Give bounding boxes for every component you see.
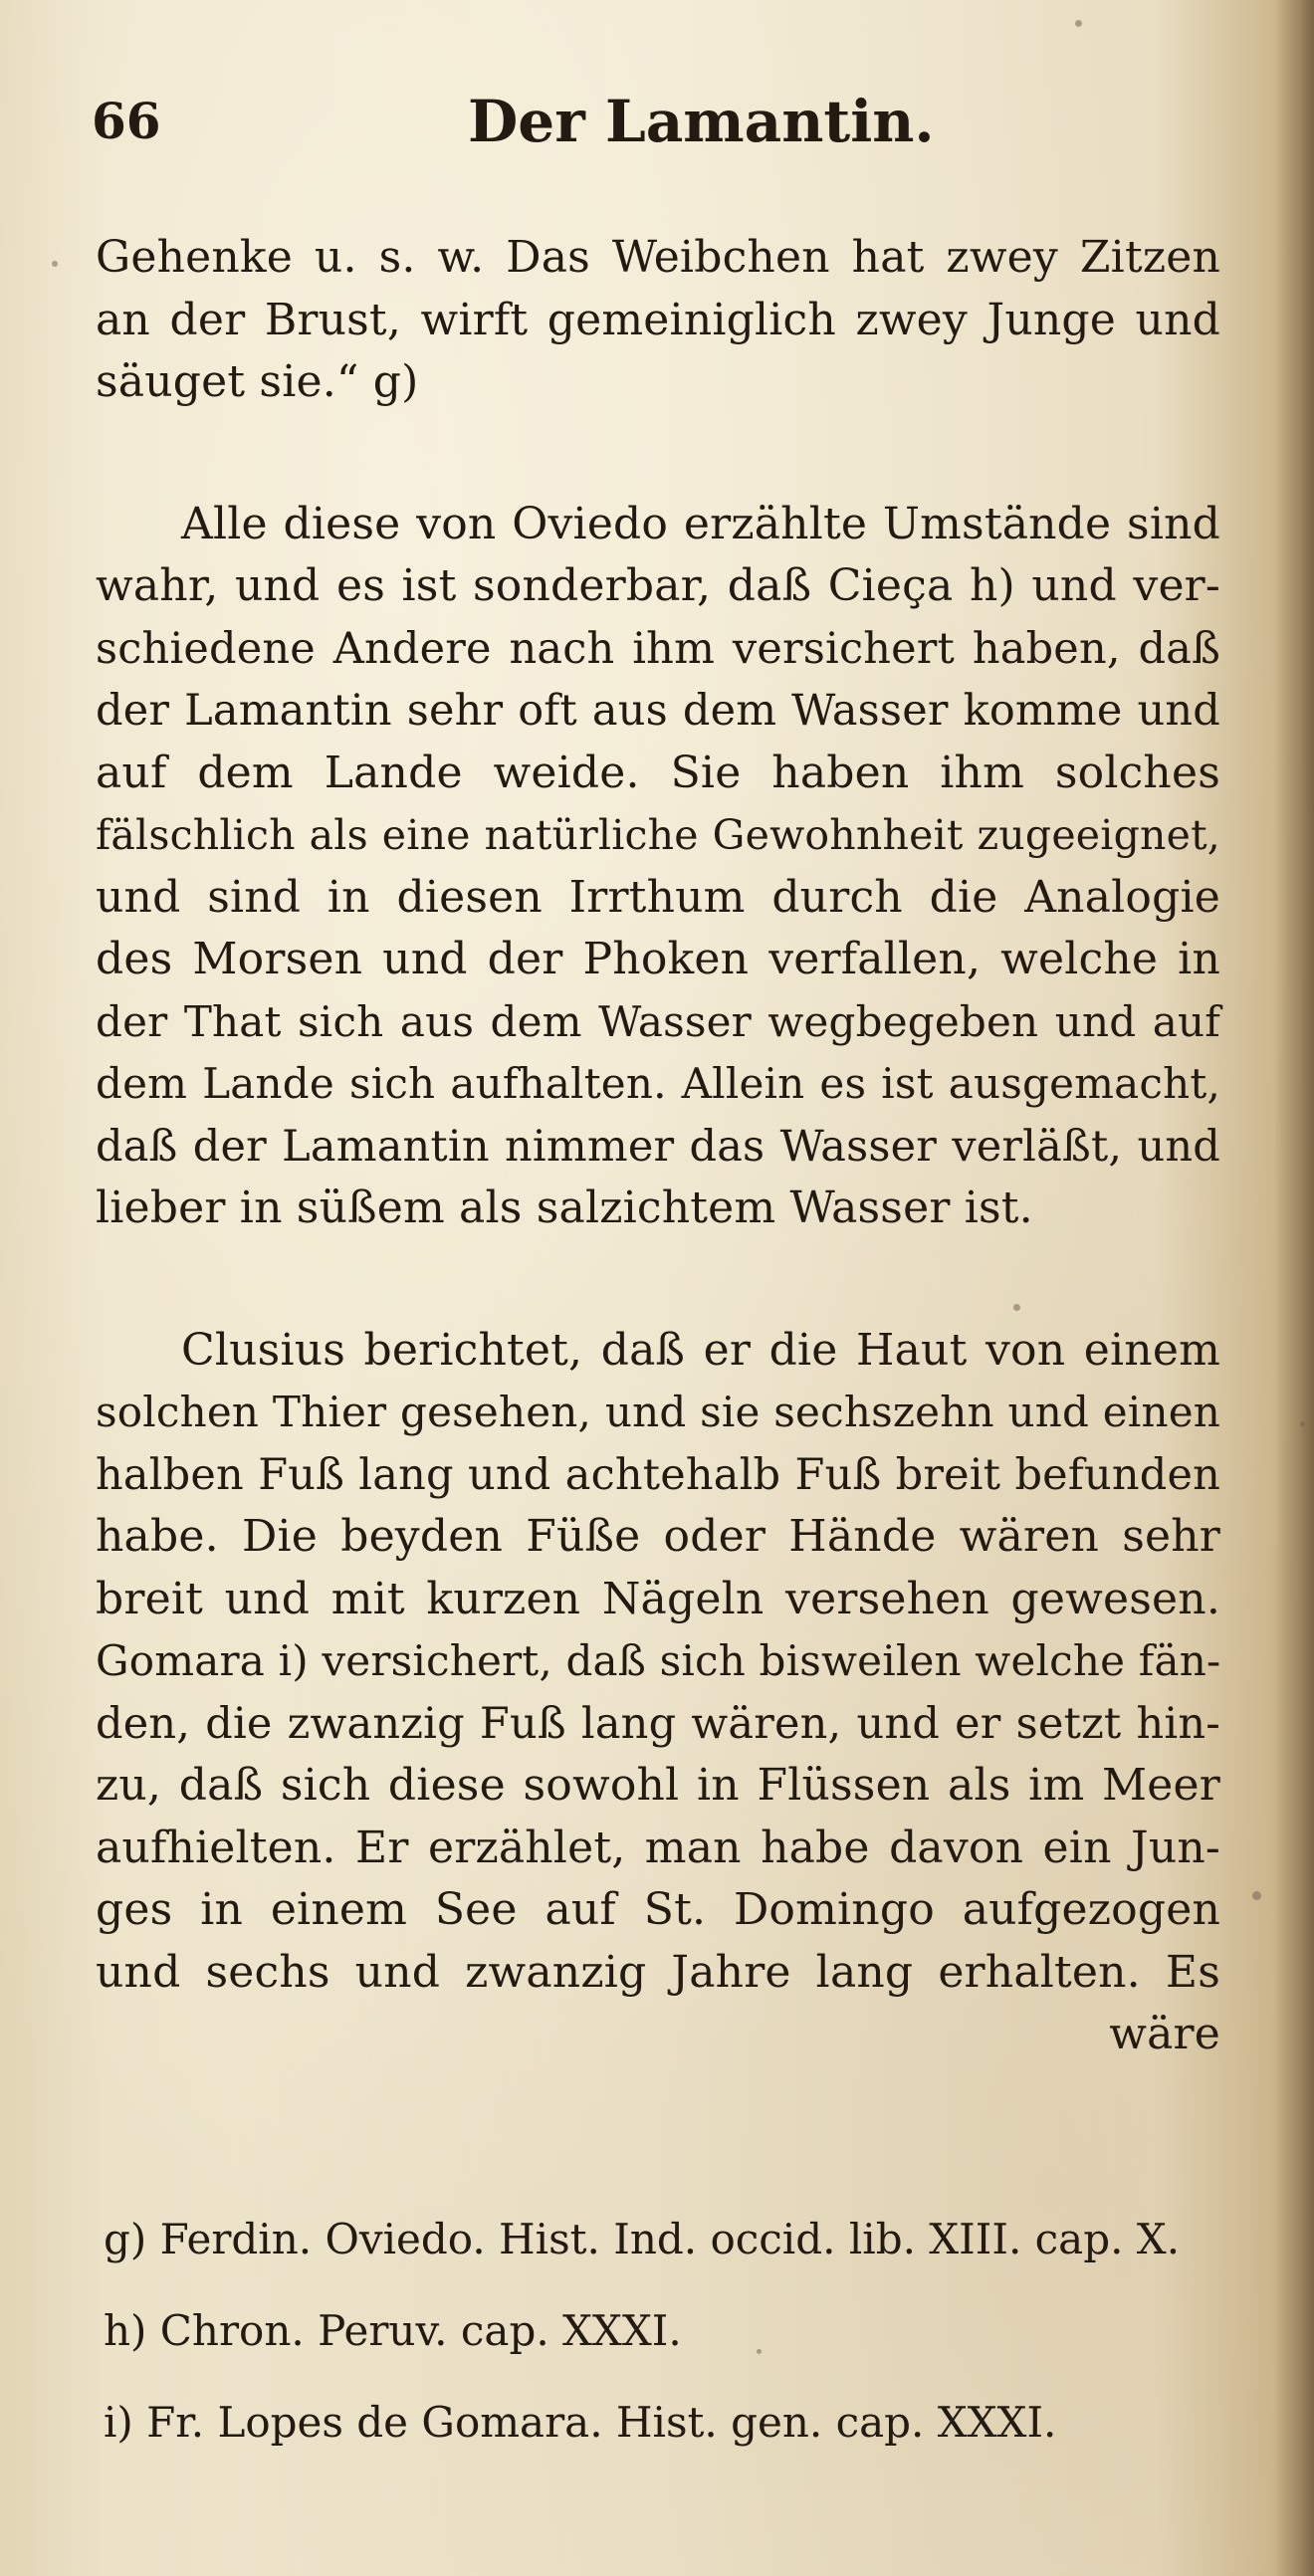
- page-edge-shadow: [1274, 0, 1314, 2576]
- text-line: habe. Die beyden Füße oder Hände wären sehr: [96, 1511, 1220, 1562]
- text-line: der That sich aus dem Wasser wegbegeben und auf: [96, 996, 1220, 1046]
- paper-speck: [1252, 1891, 1261, 1900]
- paragraph: [96, 227, 1220, 414]
- text-line: den, die zwanzig Fuß lang wären, und er setzt hin-: [96, 1698, 1220, 1749]
- page-header: [92, 88, 1236, 171]
- text-line: des Morsen und der Phoken verfallen, welche in: [96, 934, 1220, 984]
- paper-speck: [1300, 1421, 1305, 1426]
- paper-speck: [52, 261, 58, 267]
- text-line: fälschlich als eine natürliche Gewohnheit zugeeignet,: [96, 811, 1220, 859]
- text-line: daß der Lamantin nimmer das Wasser verläßt, und: [96, 1121, 1220, 1172]
- text-line: säuget sie.“ g): [96, 356, 419, 407]
- paragraph-gap: [96, 414, 1220, 494]
- running-title: Der Lamantin.: [468, 88, 935, 155]
- text-line: auf dem Lande weide. Sie haben ihm solches: [96, 747, 1220, 798]
- text-line: schiedene Andere nach ihm versichert haben, daß: [96, 623, 1220, 674]
- text-line: aufhielten. Er erzählet, man habe davon ein Jun-: [96, 1822, 1220, 1873]
- text-line: Gomara i) versichert, daß sich bisweilen welche fän-: [96, 1636, 1221, 1685]
- text-line: zu, daß sich diese sowohl in Flüssen als im Meer: [96, 1760, 1220, 1811]
- paragraph-gap: [96, 1240, 1220, 1320]
- text-line: und sechs und zwanzig Jahre lang erhalten. Es: [96, 1946, 1220, 1998]
- paragraph: [96, 494, 1220, 1240]
- paragraph: [96, 1320, 1220, 2066]
- page-number: 66: [92, 92, 161, 150]
- text-line: lieber in süßem als salzichtem Wasser ist.: [96, 1182, 1033, 1233]
- text-line: Alle diese von Oviedo erzählte Umstände sind: [181, 498, 1220, 549]
- body-text: [96, 227, 1220, 2066]
- text-line: halben Fuß lang und achtehalb Fuß breit befunden: [96, 1449, 1220, 1500]
- text-line: ges in einem See auf St. Domingo aufgezogen: [96, 1884, 1220, 1935]
- footnote: h) Chron. Peruv. cap. XXXI.: [104, 2306, 682, 2355]
- text-line: an der Brust, wirft gemeiniglich zwey Junge und: [96, 294, 1220, 345]
- text-line: dem Lande sich aufhalten. Allein es ist ausgemacht,: [96, 1059, 1220, 1108]
- text-line: solchen Thier gesehen, und sie sechszehn und einen: [96, 1388, 1220, 1436]
- catchword: wäre: [1109, 2009, 1220, 2059]
- text-line: Gehenke u. s. w. Das Weibchen hat zwey Zitzen: [96, 232, 1220, 283]
- text-line: der Lamantin sehr oft aus dem Wasser komme und: [96, 686, 1220, 736]
- footnote: i) Fr. Lopes de Gomara. Hist. gen. cap. XXXI.: [104, 2398, 1057, 2447]
- text-line: Clusius berichtet, daß er die Haut von einem: [181, 1324, 1220, 1376]
- footnotes: [104, 2210, 1228, 2484]
- text-line: breit und mit kurzen Nägeln versehen gewesen.: [96, 1573, 1220, 1624]
- paper-speck: [1075, 20, 1082, 27]
- text-line: und sind in diesen Irrthum durch die Analogie: [96, 871, 1220, 923]
- footnote: g) Ferdin. Oviedo. Hist. Ind. occid. lib. XIII. cap. X.: [104, 2215, 1181, 2263]
- text-line: wahr, und es ist sonderbar, daß Cieça h) und ver-: [96, 560, 1220, 611]
